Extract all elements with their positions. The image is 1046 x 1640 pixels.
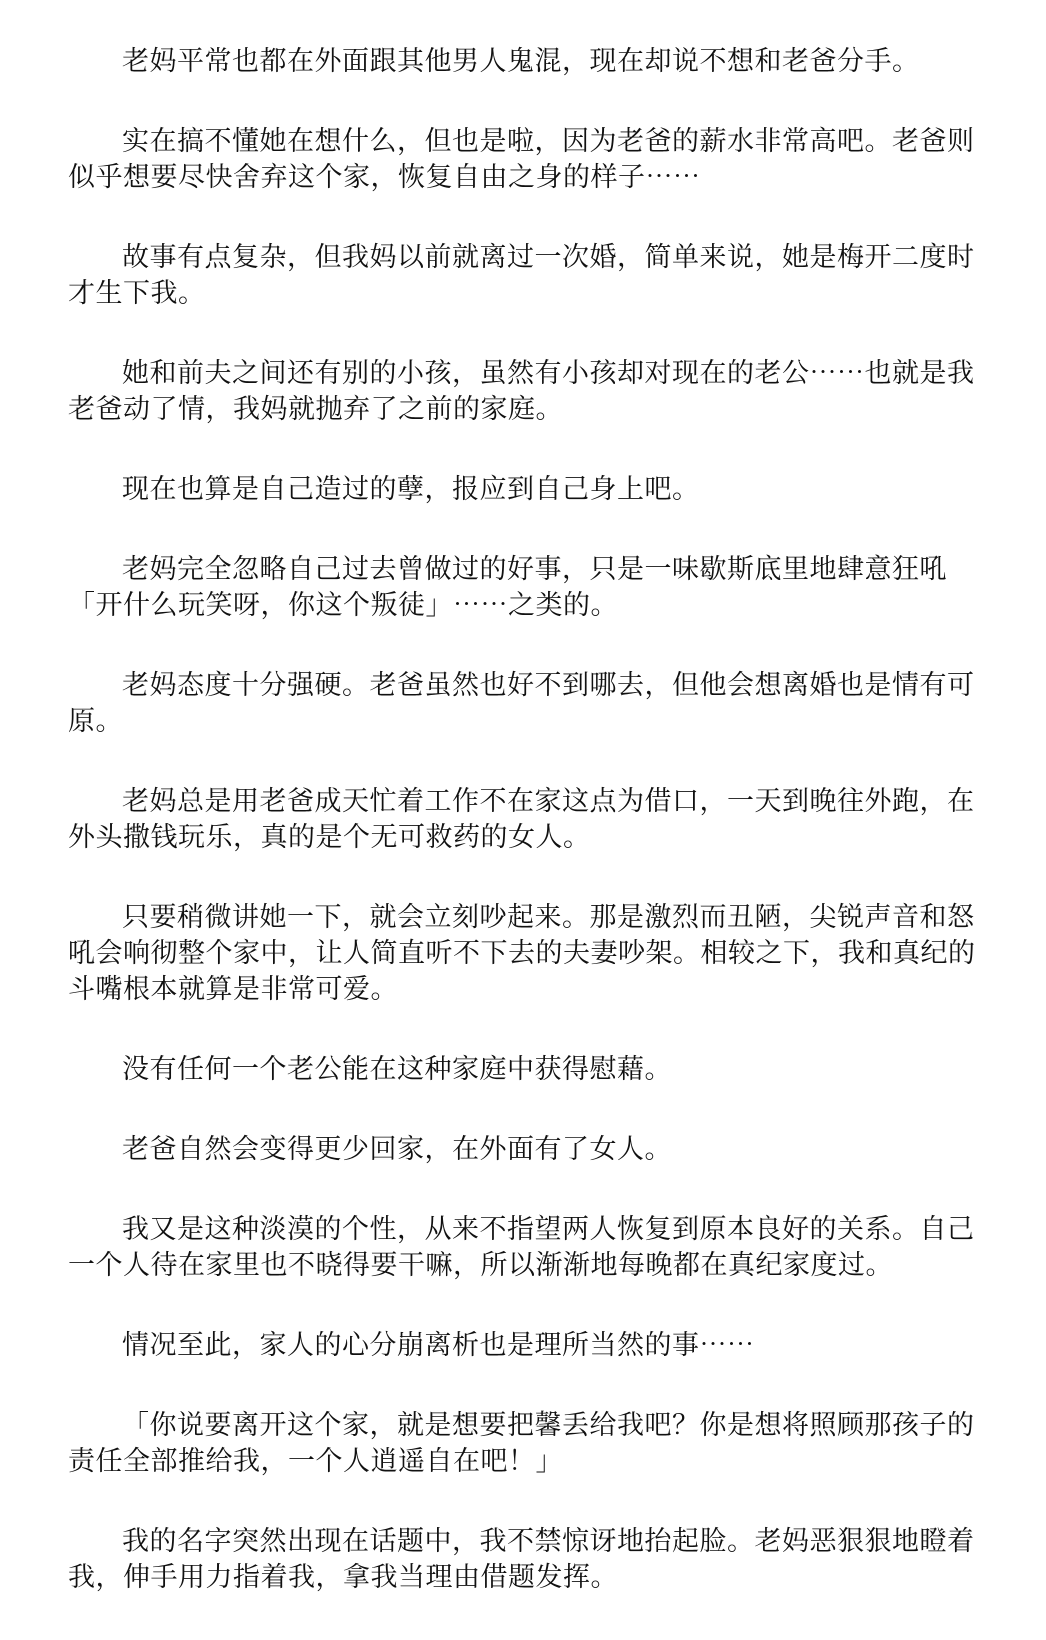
paragraph: 老爸自然会变得更少回家，在外面有了女人。 — [122, 1134, 672, 1165]
paragraph: 我的名字突然出现在话题中，我不禁惊讶地抬起脸。老妈恶狠狠地瞪着我，伸手用力指着我，拿我当理由借题发挥。 — [68, 1526, 975, 1593]
paragraph: 只要稍微讲她一下，就会立刻吵起来。那是激烈而丑陋，尖锐声音和怒吼会响彻整个家中，让人简直听不下去的夫妻吵架。相较之下，我和真纪的斗嘴根本就算是非常可爱。 — [68, 902, 976, 1005]
paragraph: 现在也算是自己造过的孽，报应到自己身上吧。 — [122, 474, 700, 505]
paragraph: 我又是这种淡漠的个性，从来不指望两人恢复到原本良好的关系。自己一个人待在家里也不晓得要干嘛，所以渐渐地每晚都在真纪家度过。 — [68, 1214, 975, 1281]
paragraph: 情况至此，家人的心分崩离析也是理所当然的事⋯⋯ — [122, 1330, 755, 1361]
paragraph: 老妈总是用老爸成天忙着工作不在家这点为借口，一天到晚往外跑，在外头撒钱玩乐，真的是个无可救药的女人。 — [68, 786, 975, 853]
paragraph: 老妈完全忽略自己过去曾做过的好事，只是一味歇斯底里地肆意狂吼「开什么玩笑呀，你这个叛徒」⋯⋯之类的。 — [68, 554, 947, 621]
paragraph: 「你说要离开这个家，就是想要把馨丢给我吧？你是想将照顾那孩子的责任全部推给我，一个人逍遥自在吧！」 — [68, 1410, 975, 1477]
document-page — [68, 44, 978, 1640]
paragraph: 老妈平常也都在外面跟其他男人鬼混，现在却说不想和老爸分手。 — [122, 46, 920, 77]
paragraph: 老妈态度十分强硬。老爸虽然也好不到哪去，但他会想离婚也是情有可原。 — [68, 670, 975, 737]
paragraph: 没有任何一个老公能在这种家庭中获得慰藉。 — [122, 1054, 672, 1085]
paragraph: 她和前夫之间还有别的小孩，虽然有小孩却对现在的老公⋯⋯也就是我老爸动了情，我妈就抛弃了之前的家庭。 — [68, 358, 975, 425]
paragraph: 实在搞不懂她在想什么，但也是啦，因为老爸的薪水非常高吧。老爸则似乎想要尽快舍弃这个家，恢复自由之身的样子⋯⋯ — [68, 126, 975, 193]
paragraph: 故事有点复杂，但我妈以前就离过一次婚，简单来说，她是梅开二度时才生下我。 — [68, 242, 975, 309]
